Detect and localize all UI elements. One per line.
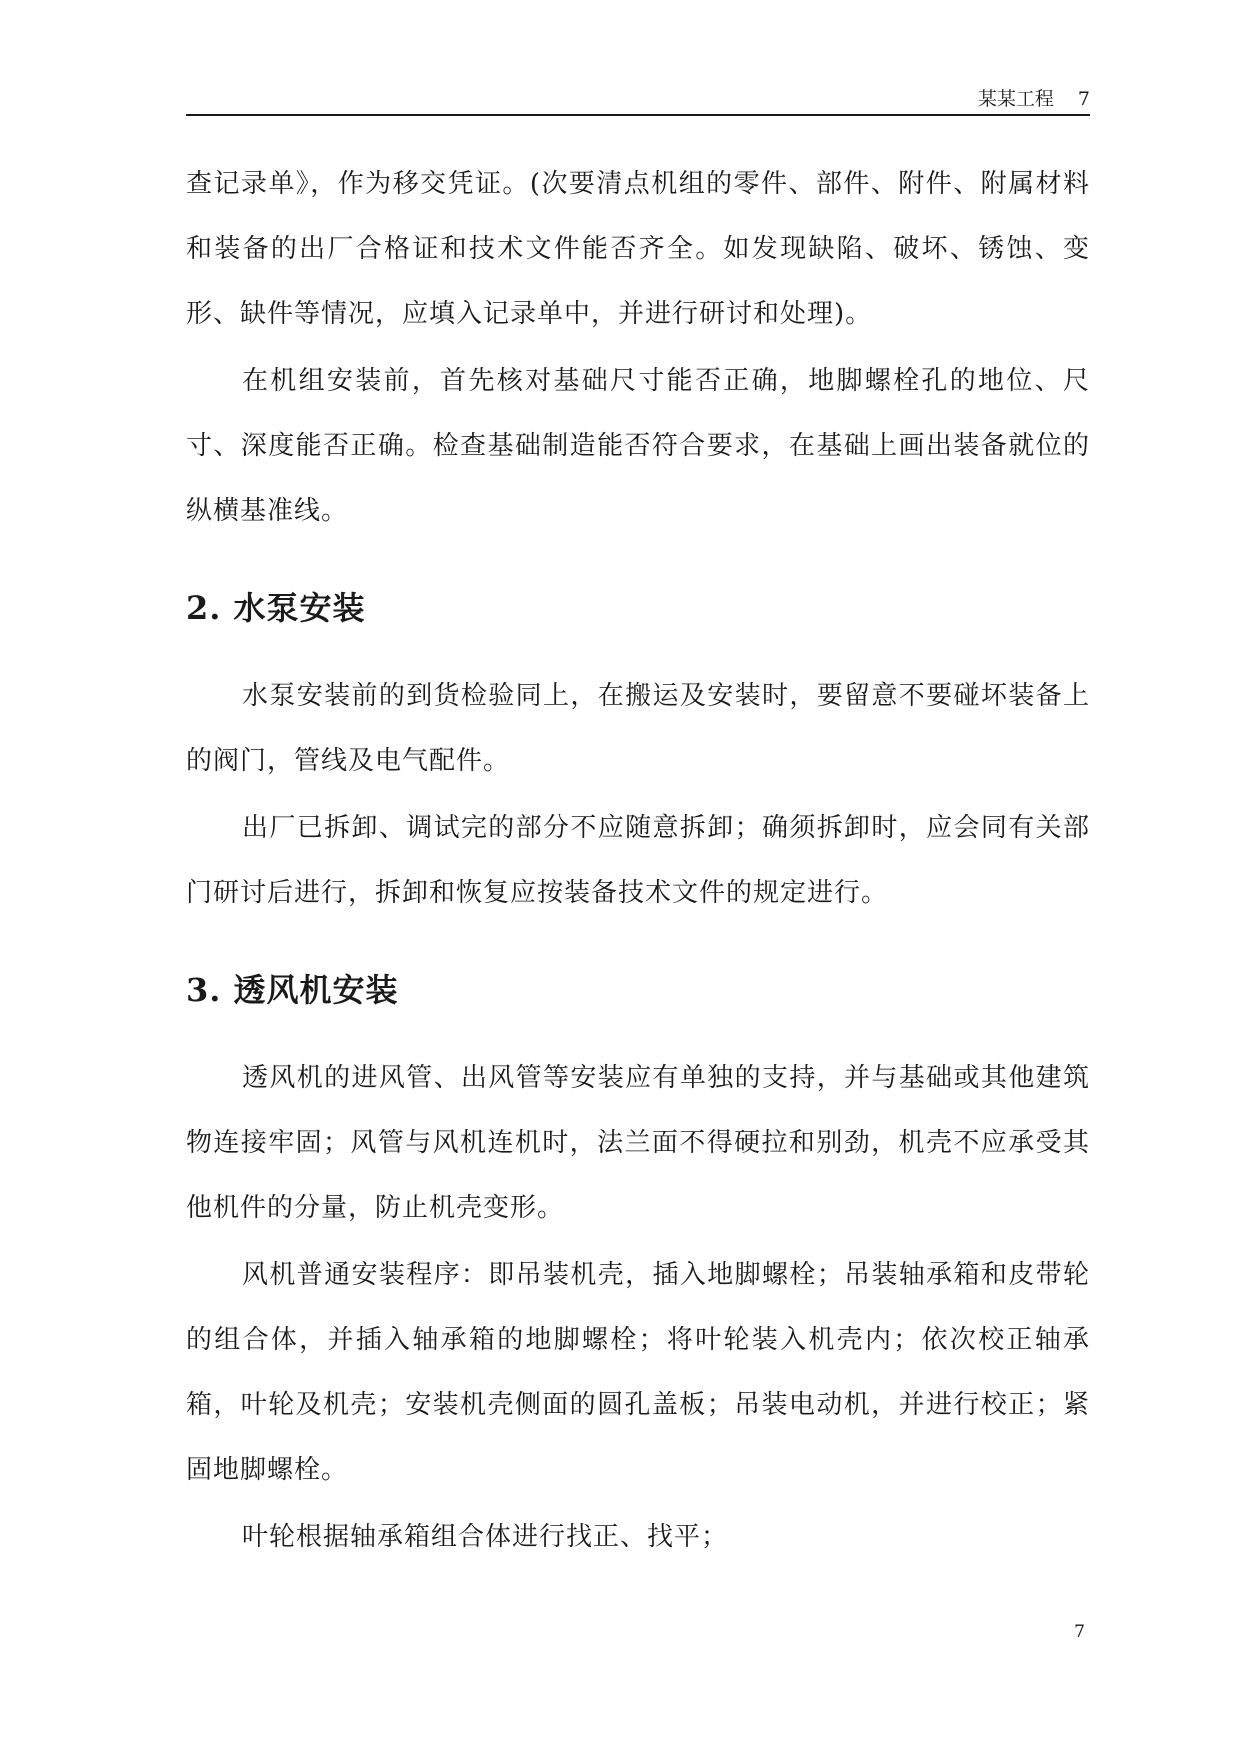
paragraph-pump-inspection: 水泵安装前的到货检验同上，在搬运及安装时，要留意不要碰坏装备上的阀门，管线及电气配件。	[186, 681, 1090, 776]
header-title: 某某工程	[977, 88, 1054, 110]
paragraph-fan-procedure: 风机普通安装程序：即吊装机壳，插入地脚螺栓；吊装轴承箱和皮带轮的组合体，并插入轴承箱的地脚螺栓；将叶轮装入机壳内；依次校正轴承箱，叶轮及机壳；安装机壳侧面的圆孔盖板；吊装电动机，并进行校正；紧固地脚螺栓。	[186, 1260, 1090, 1485]
footer-page-number: 7	[1074, 1622, 1085, 1642]
paragraph-foundation-check: 在机组安装前，首先核对基础尺寸能否正确，地脚螺栓孔的地位、尺寸、深度能否正确。检查基础制造能否符合要求，在基础上画出装备就位的纵横基准线。	[186, 366, 1090, 526]
header-rule	[186, 114, 1090, 116]
paragraph-pump-disassembly: 出厂已拆卸、调试完的部分不应随意拆卸；确须拆卸时，应会同有关部门研讨后进行，拆卸和恢复应按装备技术文件的规定进行。	[186, 813, 1090, 908]
running-header	[186, 84, 1090, 114]
section-heading-pump: 2. 水泵安装	[186, 589, 366, 627]
paragraph-impeller-alignment: 叶轮根据轴承箱组合体进行找正、找平；	[242, 1522, 729, 1552]
document-body	[186, 152, 1090, 1570]
section-heading-fan: 3. 透风机安装	[186, 971, 399, 1009]
header-page-number: 7	[1077, 88, 1090, 110]
paragraph-fan-ducts: 透风机的进风管、出风管等安装应有单独的支持，并与基础或其他建筑物连接牢固；风管与风机连机时，法兰面不得硬拉和别劲，机壳不应承受其他机件的分量，防止机壳变形。	[186, 1063, 1090, 1223]
paragraph-continued: 查记录单》，作为移交凭证。(次要清点机组的零件、部件、附件、附属材料和装备的出厂合格证和技术文件能否齐全。如发现缺陷、破坏、锈蚀、变形、缺件等情况，应填入记录单中，并进行研讨和处理)。	[186, 169, 1090, 329]
